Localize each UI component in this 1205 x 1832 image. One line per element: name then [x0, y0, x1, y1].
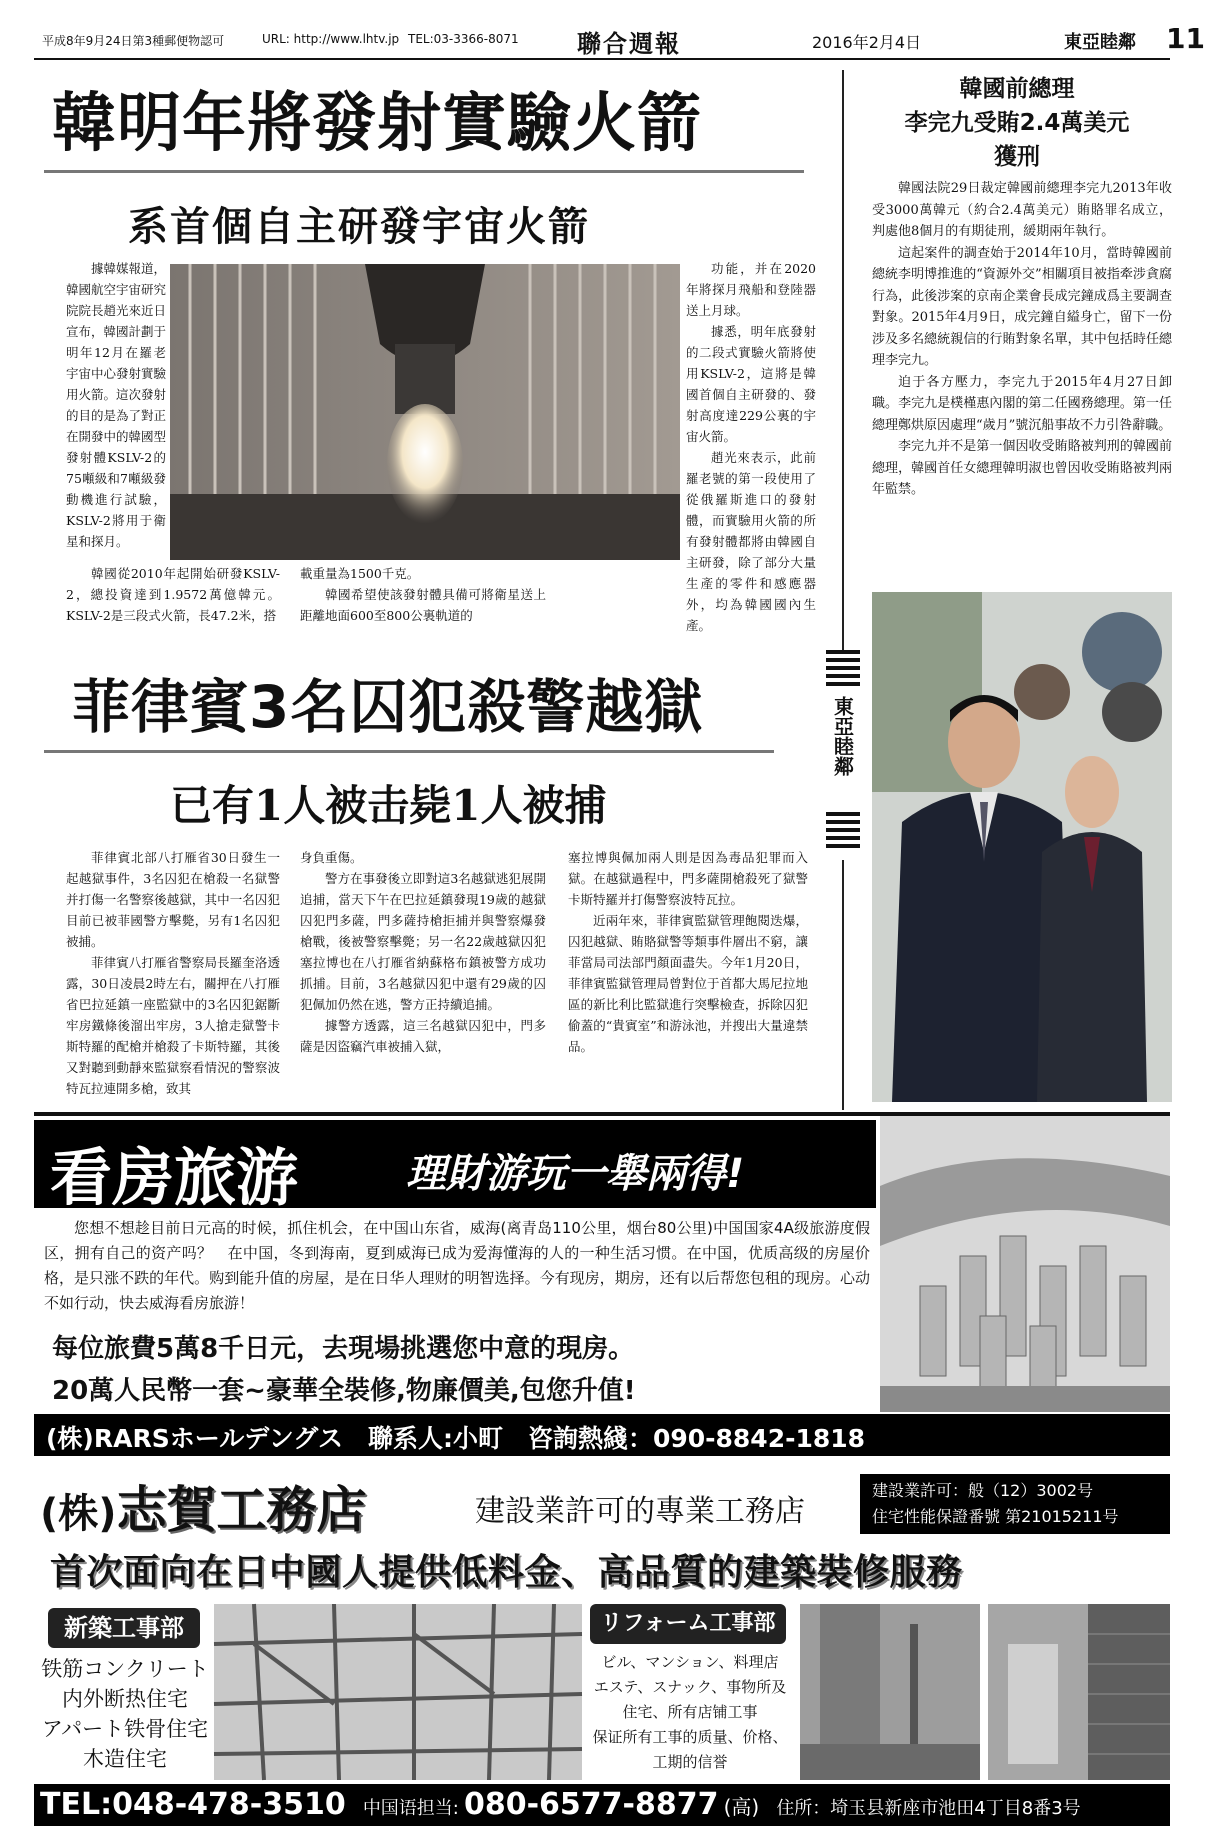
story1-col2 — [300, 563, 546, 629]
company-prefix: (株) — [40, 1491, 117, 1537]
story2-col3-text: 塞拉博與佩加兩人則是因為毒品犯罪而入獄。在越獄過程中，門多薩開槍殺死了獄警卡斯特羅并打傷警察波特瓦拉。 — [568, 850, 808, 907]
story2-col1-text: 菲律賓北部八打雁省30日發生一起越獄事件，3名囚犯在槍殺一名獄警并打傷一名警察後越獄，其中一名囚犯目前已被菲國警方擊斃，另有1名囚犯被捕。 — [66, 850, 280, 949]
story2-col3 — [568, 847, 808, 1107]
reform-item: エステ、スナック、事物所及 — [593, 1678, 787, 1696]
housing-estate-photo — [880, 1116, 1170, 1412]
section-name: 東亞睦鄰 — [1064, 32, 1136, 53]
story2-col1 — [66, 847, 280, 1107]
reform-services — [590, 1650, 790, 1775]
page-number: 11 — [1166, 22, 1205, 55]
story2-col2 — [300, 847, 546, 1107]
story1-col3b-text: 據悉，明年底發射的二段式實驗火箭將使用KSLV-2，這將是韓國首個自主研發的、發射高度達229公裏的宇宙火箭。 — [686, 324, 816, 444]
license-1: 建設業許可：般（12）3002号 — [872, 1481, 1094, 1500]
contact-footer-bar — [34, 1784, 1170, 1826]
story1-col1-text: 據韓媒報道，韓國航空宇宙研究院院長趙光來近日宣布，韓國計劃于明年12月在羅老宇宙中心發射實驗用火箭。這次發射的目的是為了對正在開發中的韓國型發射體KSLV-2的75噸級和7噸級發動機進行試驗，KSLV-2將用于衛星和探月。 — [66, 261, 167, 549]
new-build-item: 内外断热住宅 — [62, 1687, 188, 1711]
story3-p4: 李完九并不是第一個因收受賄賂被判刑的韓國前總理，韓國首任女總理韓明淑也曾因收受賄賂被判兩年監禁。 — [872, 439, 1172, 497]
story3-p3: 迫于各方壓力，李完九于2015年4月27日卸職。李完九是樸槿惠內閣的第二任國務總理。第一任總理鄭烘原因處理“歲月”號沉船事故不力引咎辭職。 — [872, 374, 1172, 433]
header-tel: TEL:03-3366-8071 — [408, 32, 519, 46]
interior-photo-2 — [988, 1604, 1170, 1780]
service-banner: 首次面向在日中國人提供低料金、高品質的建築裝修服務 — [50, 1552, 963, 1593]
tour-ad-body-text: 您想不想趁目前日元高的时候，抓住机会，在中国山东省，威海(离青岛110公里，烟台80公里)中国国家4A级旅游度假区，拥有自己的资产吗？ 在中国，冬到海南，夏到威海已成为爱海懂海的人的一种生活习惯。在中国，优质高级的房屋价格，是只涨不跌的年代。购到能升值的房屋，是在日华人理财的明智选择。今有现房，期房，还有以后帮您包租的现房。心动不如行动，快去威海看房旅游！ — [44, 1219, 870, 1312]
story1-col1b-text: 韓國從2010年起開始研發KSLV-2，總投資達到1.9572萬億韓元。KSLV-2是三段式火箭，長47.2米，搭 — [66, 566, 280, 623]
story1-col2-text: 載重量為1500千克。 — [300, 566, 420, 581]
reform-item: 工期的信誉 — [652, 1753, 728, 1771]
license-box — [860, 1474, 1170, 1534]
side-section-label: 東亞睦鄰 — [830, 696, 855, 776]
new-build-services — [40, 1654, 210, 1774]
license-2: 住宅性能保證番號 第21015211号 — [872, 1507, 1119, 1526]
steel-frame-image — [214, 1604, 582, 1780]
company-name-text: 志賀工務店 — [116, 1481, 367, 1539]
issue-date: 2016年2月4日 — [812, 33, 922, 52]
story1-col3-text: 功能，并在2020年將探月飛船和登陸器送上月球。 — [686, 261, 816, 318]
reform-dept-tag: リフォーム工事部 — [590, 1604, 786, 1644]
interior-image-1 — [800, 1604, 980, 1780]
new-build-item: 铁筋コンクリート — [41, 1657, 209, 1681]
former-pm-photo — [872, 592, 1172, 1102]
tour-ad-body — [44, 1216, 870, 1320]
housing-estate-image — [880, 1116, 1170, 1412]
address: 住所：埼玉县新座市池田4丁目8番3号 — [776, 1798, 1081, 1819]
story2-col1b-text: 菲律賓八打雁省警察局長羅奎洛透露，30日凌晨2時左右，關押在八打雁省巴拉延鎮一座監獄中的3名囚犯鋸斷牢房鐵條後溜出牢房，3人搶走獄警卡斯特羅的配槍并槍殺了卡斯特羅，其後又對聽到動靜來監獄察看情況的警察波特瓦拉連開多槍，致其 — [66, 955, 280, 1096]
paper-name: 聯合週報 — [577, 30, 681, 58]
story2-col2c-text: 據警方透露，這三名越獄囚犯中，門多薩是因盜竊汽車被捕入獄， — [300, 1018, 546, 1054]
tour-ad-contact-bar[interactable]: (株)RARSホールデングス 聯系人:小町 咨詢熱綫：090-8842-1818 — [34, 1414, 1170, 1456]
column-divider — [842, 70, 844, 1110]
story3-headline-line1: 韓國前總理 — [959, 76, 1075, 102]
story3-p2: 這起案件的調查始于2014年10月，當時韓國前總統李明博推進的“資源外交”相關項目被指牽涉貪腐行為，此後涉案的京南企業會長成完鐘成爲主要調查對象。2015年4月9日，成完鐘自縊身亡，留下一份涉及多名總統親信的行賄對象名單，其中包括時任總理李完九。 — [872, 245, 1172, 368]
rocket-engine-image — [170, 264, 680, 560]
story2-col3b-text: 近兩年來，菲律賓監獄管理飽閱迭爆，囚犯越獄、賄賂獄警等類事件層出不窮，讓菲當局司法部門顏面盡失。今年1月20日，菲律賓監獄管理局曾對位于首都大馬尼拉地區的新比利比監獄進行突擊檢查，拆除囚犯偷蓋的“貴賓室”和游泳池，并搜出大量違禁品。 — [568, 913, 808, 1054]
reform-item: 保证所有工事的质量、价格、 — [592, 1728, 788, 1746]
story1-col3c-text: 趙光來表示，此前羅老號的第一段使用了從俄羅斯進口的發射體，而實驗用火箭的所有發射體都將由韓國自主研發，除了部分大量生產的零件和感應器外，均為韓國國內生產。 — [686, 450, 816, 633]
cn-contact-label: 中国语担当: — [362, 1798, 459, 1819]
story1-col1 — [66, 258, 166, 563]
new-build-item: 木造住宅 — [83, 1747, 167, 1771]
story3-headline-line3: 獲刑 — [994, 144, 1040, 170]
tour-ad-price-line: 每位旅費5萬8千日元，去現場挑選您中意的現房。 — [52, 1334, 635, 1364]
story2-rule — [44, 750, 774, 753]
former-pm-image — [872, 592, 1172, 1102]
story1-headline: 韓明年將發射實驗火箭 — [52, 87, 702, 161]
new-build-dept-tag: 新築工事部 — [48, 1608, 200, 1648]
company-tagline: 建設業許可的專業工務店 — [475, 1494, 805, 1529]
tour-ad-slogan: 理財游玩一舉兩得! — [406, 1151, 745, 1197]
tour-ad-title-bar — [34, 1120, 876, 1214]
story1-col2b-text: 韓國希望使該發射體具備可將衛星送上距離地面600至800公裏軌道的 — [300, 587, 546, 623]
postal-permit: 平成8年9月24日第3種郵便物認可 — [42, 34, 225, 48]
story3-headline — [862, 72, 1172, 174]
main-phone[interactable]: TEL:048-478-3510 — [40, 1787, 346, 1822]
story2-col2b-text: 警方在事發後立即對這3名越獄逃犯展開追捕，當天下午在巴拉延鎮發現19歲的越獄囚犯門多薩，門多薩持槍拒捕并與警察爆發槍戰，後被警察擊斃；另一名22歲越獄囚犯塞拉博也在八打雁省納蘇格布鎮被警方成功抓捕。目前，3名越獄囚犯中還有29歲的囚犯佩加仍然在逃，警方正持續追捕。 — [300, 871, 546, 1012]
story2-subhead: 已有1人被击毙1人被捕 — [170, 781, 607, 830]
cn-phone[interactable]: 080-6577-8877 — [463, 1787, 719, 1822]
story3-headline-line2: 李完九受賄2.4萬美元 — [904, 110, 1130, 136]
cn-contact-name: (高) — [723, 1795, 760, 1819]
interior-photo-1 — [800, 1604, 980, 1780]
side-section-tag — [826, 650, 860, 860]
new-build-item: アパート铁骨住宅 — [41, 1717, 209, 1741]
story1-col3 — [686, 258, 816, 633]
rocket-test-photo — [170, 264, 680, 560]
story3-p1: 韓國法院29日裁定韓國前總理李完九2013年收受3000萬韓元（約合2.4萬美元）賄賂罪名成立，判處他8個月的有期徒刑，緩期兩年執行。 — [872, 181, 1172, 239]
company-name — [40, 1470, 367, 1542]
story3-body — [872, 178, 1172, 588]
reform-item: 住宅、所有店铺工事 — [622, 1703, 758, 1721]
reform-item: ビル、マンション、料理店 — [601, 1653, 779, 1671]
story1-col1b — [66, 563, 280, 629]
story2-headline: 菲律賓3名囚犯殺警越獄 — [72, 673, 704, 741]
story1-rule — [44, 170, 804, 173]
story1-subhead: 系首個自主研發宇宙火箭 — [128, 203, 590, 250]
page-header — [34, 22, 1205, 60]
steel-frame-photo — [214, 1604, 582, 1780]
site-url[interactable]: URL: http://www.lhtv.jp — [262, 32, 400, 46]
tour-ad-offer-line: 20萬人民幣一套~豪華全裝修,物廉價美,包您升值! — [52, 1376, 636, 1406]
tour-ad-title: 看房旅游 — [50, 1141, 299, 1214]
interior-image-2 — [988, 1604, 1170, 1780]
story2-col2-text: 身負重傷。 — [300, 850, 363, 865]
